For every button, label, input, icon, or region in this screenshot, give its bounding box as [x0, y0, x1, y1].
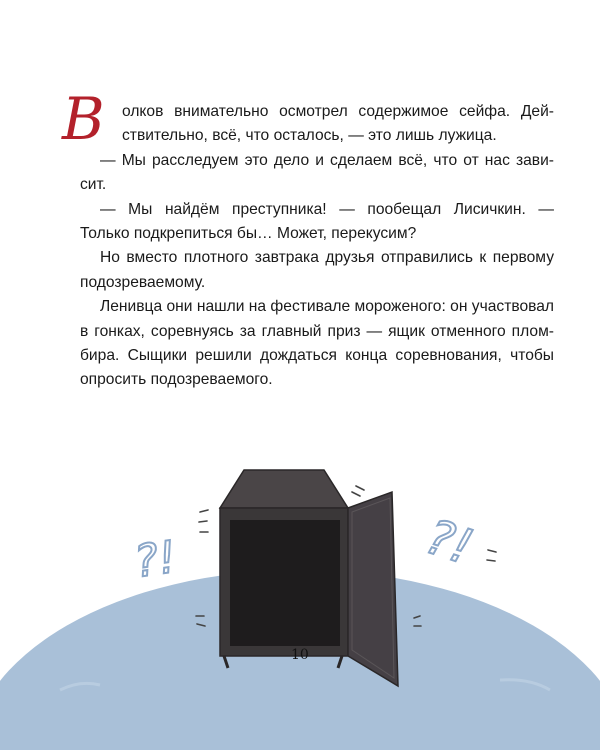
paragraph-4-line-1: Но вместо плотного завтрака друзья отправились к первому: [100, 249, 554, 267]
paragraph-5-line-1: Ленивца они нашли на фестивале мороженого: он участвовал: [100, 298, 554, 316]
paragraph-4-line-2: подозреваемому.: [80, 273, 206, 291]
page-number: 10: [291, 647, 309, 663]
paragraph-3-line-2: Только подкрепиться бы… Может, перекусим?: [80, 225, 417, 243]
drop-cap-letter: В: [62, 85, 105, 153]
paragraph-1-line-2: ствительно, всё, что осталось, — это лишь лужица.: [122, 127, 497, 145]
left-question-exclamation-mark: ?!: [131, 531, 180, 588]
open-safe-icon: [220, 470, 398, 686]
story-text: [62, 85, 554, 393]
right-question-exclamation-mark: ?!: [419, 508, 480, 576]
paragraph-5-line-2: в гонках, соревнуясь за главный приз — ящик отменного плом-: [80, 322, 554, 340]
paragraph-3-line-1: — Мы найдём преступника! — пообещал Лисичкин. —: [100, 200, 554, 218]
paragraph-1-line-1: олков внимательно осмотрел содержимое сейфа. Дей-: [122, 103, 554, 120]
safe-illustration: [0, 440, 600, 750]
paragraph-5-line-3: бира. Сыщики решили дождаться конца соревнования, чтобы: [80, 347, 554, 365]
paragraph-5-line-4: опросить подозреваемого.: [80, 371, 273, 389]
paragraph-2-line-2: сит.: [80, 176, 107, 194]
paragraph-2-line-1: — Мы расследуем это дело и сделаем всё, что от нас зави-: [100, 151, 554, 169]
